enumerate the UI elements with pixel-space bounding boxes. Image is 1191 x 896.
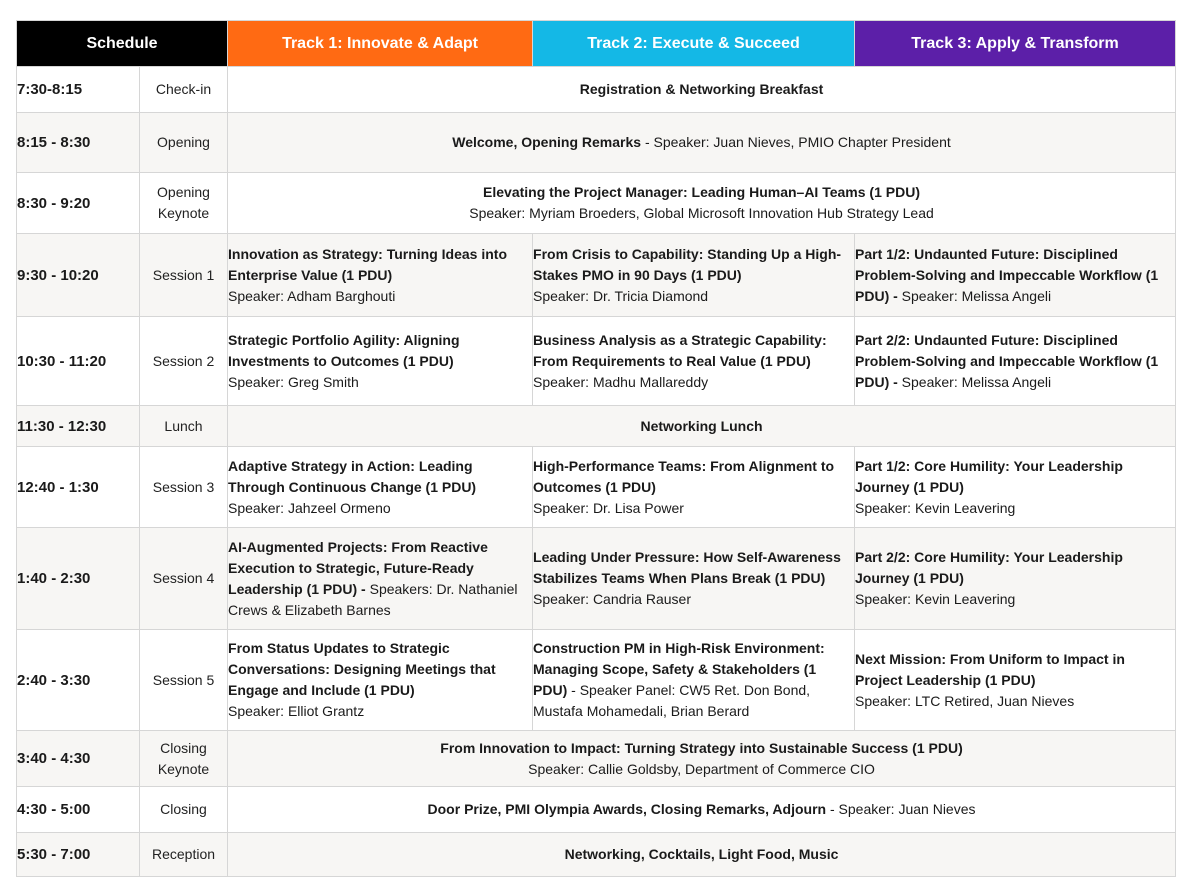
label-cell: Lunch (140, 406, 228, 447)
plenary-cell (228, 173, 1176, 234)
label-cell: Opening Keynote (140, 173, 228, 234)
session-title: Adaptive Strategy in Action: Leading Through Continuous Change (1 PDU) (228, 457, 477, 495)
time-cell: 8:15 - 8:30 (17, 113, 140, 173)
session-speaker: Speaker: Kevin Leavering (855, 591, 1016, 607)
session-title: Part 1/2: Undaunted Future: Disciplined Problem-Solving and Impeccable Workflow (1 PDU) - (855, 245, 1159, 304)
event-speaker: Speaker: Callie Goldsby, Department of Commerce CIO (528, 760, 875, 777)
event-title: Elevating the Project Manager: Leading Human–AI Teams (1 PDU) (483, 184, 920, 200)
schedule-row (17, 731, 1176, 787)
plenary-cell (228, 113, 1176, 173)
time-cell: 4:30 - 5:00 (17, 787, 140, 833)
session-cell-track-2 (533, 528, 855, 630)
session-speaker: Speaker: Melissa Angeli (897, 287, 1052, 304)
session-title: AI-Augmented Projects: From Reactive Execution to Strategic, Future-Ready Leadership (1 PDU) - (228, 538, 488, 597)
schedule-row (17, 787, 1176, 833)
label-cell: Session 2 (140, 317, 228, 406)
session-title: Next Mission: From Uniform to Impact in Project Leadership (1 PDU) (855, 650, 1125, 688)
schedule-table (16, 20, 1176, 877)
schedule-row (17, 113, 1176, 173)
event-speaker: Speaker: Myriam Broeders, Global Microsoft Innovation Hub Strategy Lead (469, 205, 934, 221)
session-speaker: Speakers: Dr. Nathaniel Crews & Elizabeth Barnes (228, 580, 518, 618)
time-cell: 10:30 - 11:20 (17, 317, 140, 406)
schedule-row (17, 67, 1176, 113)
session-title: Innovation as Strategy: Turning Ideas into Enterprise Value (1 PDU) (228, 245, 508, 283)
session-speaker: - Speaker Panel: CW5 Ret. Don Bond, Mustafa Mohamedali, Brian Berard (533, 682, 811, 719)
label-cell: Session 5 (140, 630, 228, 731)
session-speaker: Speaker: Madhu Mallareddy (533, 373, 709, 390)
schedule-row (17, 317, 1176, 406)
session-title: Strategic Portfolio Agility: Aligning Investments to Outcomes (1 PDU) (228, 331, 460, 369)
event-title: Networking, Cocktails, Light Food, Music (564, 846, 839, 862)
time-cell: 7:30-8:15 (17, 67, 140, 113)
session-speaker: Speaker: Candria Rauser (533, 591, 691, 607)
session-speaker: Speaker: Dr. Tricia Diamond (533, 287, 709, 304)
session-cell-track-1 (228, 234, 533, 317)
session-speaker: Speaker: Elliot Grantz (228, 703, 365, 719)
session-title: From Crisis to Capability: Standing Up a High-Stakes PMO in 90 Days (1 PDU) (533, 245, 842, 283)
session-cell-track-3 (855, 317, 1176, 406)
event-speaker: - Speaker: Juan Nieves (826, 801, 976, 817)
label-cell: Session 4 (140, 528, 228, 630)
schedule-row (17, 528, 1176, 630)
session-cell-track-2 (533, 447, 855, 528)
header-schedule: Schedule (17, 21, 228, 67)
time-cell: 2:40 - 3:30 (17, 630, 140, 731)
time-cell: 5:30 - 7:00 (17, 833, 140, 877)
header-track-3: Track 3: Apply & Transform (855, 21, 1176, 67)
session-title: High-Performance Teams: From Alignment to Outcomes (1 PDU) (533, 457, 835, 495)
time-cell: 1:40 - 2:30 (17, 528, 140, 630)
label-cell: Session 1 (140, 234, 228, 317)
header-track-1: Track 1: Innovate & Adapt (228, 21, 533, 67)
time-cell: 12:40 - 1:30 (17, 447, 140, 528)
schedule-row (17, 173, 1176, 234)
time-cell: 9:30 - 10:20 (17, 234, 140, 317)
session-speaker: Speaker: Adham Barghouti (228, 287, 396, 304)
label-cell: Check-in (140, 67, 228, 113)
session-cell-track-2 (533, 317, 855, 406)
event-title: Welcome, Opening Remarks (452, 134, 642, 150)
session-cell-track-2 (533, 630, 855, 731)
session-title: Part 2/2: Undaunted Future: Disciplined Problem-Solving and Impeccable Workflow (1 PDU) - (855, 331, 1159, 390)
session-cell-track-1 (228, 317, 533, 406)
header-track-2: Track 2: Execute & Succeed (533, 21, 855, 67)
session-speaker: Speaker: Melissa Angeli (897, 373, 1052, 390)
plenary-cell (228, 67, 1176, 113)
label-cell: Closing (140, 787, 228, 833)
session-title: From Status Updates to Strategic Conversations: Designing Meetings that Engage and Include (1 PDU) (228, 640, 496, 698)
session-cell-track-1 (228, 447, 533, 528)
time-cell: 3:40 - 4:30 (17, 731, 140, 787)
plenary-cell (228, 787, 1176, 833)
schedule-row (17, 833, 1176, 877)
label-cell: Opening (140, 113, 228, 173)
session-speaker: Speaker: Dr. Lisa Power (533, 499, 684, 516)
event-title: Networking Lunch (640, 417, 763, 434)
time-cell: 8:30 - 9:20 (17, 173, 140, 234)
label-cell: Reception (140, 833, 228, 877)
event-title: Registration & Networking Breakfast (579, 81, 824, 97)
schedule-row (17, 234, 1176, 317)
session-cell-track-3 (855, 630, 1176, 731)
event-title: From Innovation to Impact: Turning Strategy into Sustainable Success (1 PDU) (440, 739, 963, 756)
schedule-row (17, 630, 1176, 731)
time-cell: 11:30 - 12:30 (17, 406, 140, 447)
session-cell-track-3 (855, 447, 1176, 528)
session-cell-track-1 (228, 630, 533, 731)
session-cell-track-3 (855, 528, 1176, 630)
event-title: Door Prize, PMI Olympia Awards, Closing Remarks, Adjourn (427, 801, 827, 817)
session-speaker: Speaker: Kevin Leavering (855, 499, 1016, 516)
session-speaker: Speaker: Greg Smith (228, 373, 359, 390)
label-cell: Closing Keynote (140, 731, 228, 787)
header-row (17, 21, 1176, 67)
event-speaker: - Speaker: Juan Nieves, PMIO Chapter President (641, 134, 951, 150)
session-cell-track-3 (855, 234, 1176, 317)
schedule-row (17, 406, 1176, 447)
plenary-cell (228, 731, 1176, 787)
session-title: Business Analysis as a Strategic Capability: From Requirements to Real Value (1 PDU) (533, 331, 827, 369)
schedule-row (17, 447, 1176, 528)
session-cell-track-2 (533, 234, 855, 317)
label-cell: Session 3 (140, 447, 228, 528)
session-cell-track-1 (228, 528, 533, 630)
session-title: Part 1/2: Core Humility: Your Leadership Journey (1 PDU) (855, 457, 1123, 495)
plenary-cell (228, 406, 1176, 447)
session-title: Construction PM in High-Risk Environment: Managing Scope, Safety & Stakeholders (1 PDU) (533, 640, 825, 698)
plenary-cell (228, 833, 1176, 877)
session-speaker: Speaker: Jahzeel Ormeno (228, 499, 391, 516)
session-title: Leading Under Pressure: How Self-Awareness Stabilizes Teams When Plans Break (1 PDU) (533, 549, 841, 586)
session-speaker: Speaker: LTC Retired, Juan Nieves (855, 692, 1075, 709)
session-title: Part 2/2: Core Humility: Your Leadership Journey (1 PDU) (855, 549, 1123, 586)
